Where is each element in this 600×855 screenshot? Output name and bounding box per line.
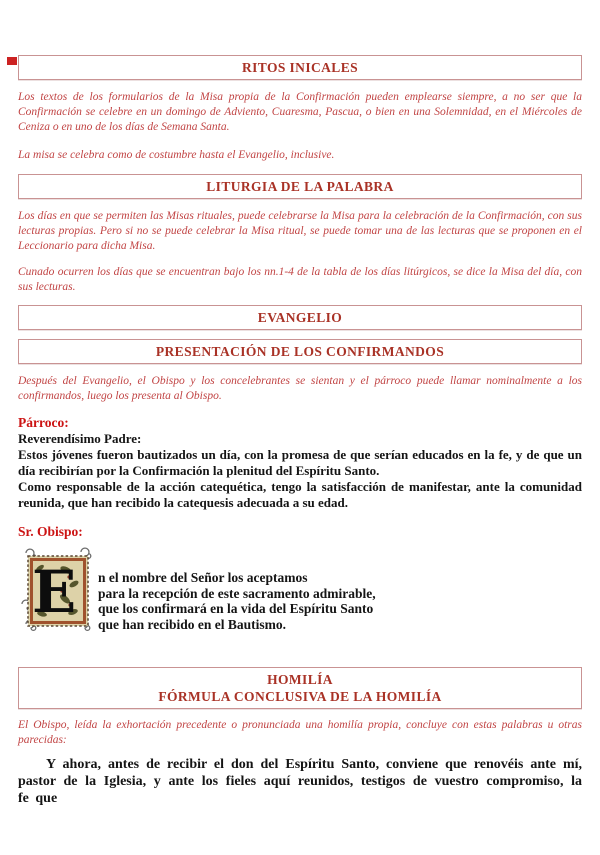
obispo-verse-lines (98, 544, 376, 632)
speaker-label-obispo: Sr. Obispo: (18, 524, 83, 539)
speaker-label-parroco: Párroco: (18, 415, 69, 430)
parroco-salutation: Reverendísimo Padre: (18, 431, 142, 446)
section-header-label: LITURGIA DE LA PALABRA (206, 179, 394, 194)
section-header-liturgia-palabra (18, 174, 582, 199)
section-header-homilia (18, 667, 582, 709)
section-header-ritos-iniciales (18, 55, 582, 80)
rubric-paragraph-4: Cunado ocurren los días que se encuentran bajo los nn.1-4 de la tabla de los días litúrgicos, se dice la Misa del día, con sus lecturas. (18, 266, 582, 293)
rubric-paragraph-2: La misa se celebra como de costumbre hasta el Evangelio, inclusive. (18, 149, 335, 161)
parroco-paragraph-1: Estos jóvenes fueron bautizados un día, con la promesa de que serían educados en la fe, y de que un día recibirían por la Confirmación la plenitud del Espíritu Santo. (18, 447, 582, 478)
page-corner-marker (7, 57, 17, 65)
illuminated-initial-icon (18, 544, 98, 634)
verse-line-4: que han recibido en el Bautismo. (98, 616, 287, 632)
parroco-paragraph-2: Como responsable de la acción catequética, tengo la satisfacción de manifestar, ante la comunidad reunida, que han recibido la catequesis adecuada a su edad. (18, 479, 582, 510)
obispo-final-paragraph: Y ahora, antes de recibir el don del Espíritu Santo, conviene que renovéis ante mí, pastor de la Iglesia, y ante los fieles aquí reunidos, testigos de vuestro compromiso, la fe que (18, 757, 582, 806)
section-header-label-line2: FÓRMULA CONCLUSIVA DE LA HOMILÍA (158, 689, 442, 704)
section-header-presentacion-confirmandos (18, 339, 582, 364)
section-header-label: EVANGELIO (257, 310, 343, 325)
dropcap-letter: E (32, 558, 77, 626)
rubric-paragraph-6: El Obispo, leída la exhortación precedente o pronunciada una homilía propia, concluye con estas palabras u otras parecidas: (18, 719, 582, 746)
section-header-evangelio (18, 305, 582, 330)
section-header-label-line1: HOMILÍA (267, 672, 333, 687)
obispo-verse-block (18, 544, 582, 634)
section-header-label: PRESENTACIÓN DE LOS CONFIRMANDOS (155, 344, 445, 359)
verse-line-3: que los confirmará en la vida del Espíritu Santo (98, 601, 374, 616)
verse-line-1: n el nombre del Señor los aceptamos (98, 570, 308, 585)
rubric-paragraph-3: Los días en que se permiten las Misas rituales, puede celebrarse la Misa para la celebración de la Confirmación, con sus lecturas propias. Pero si no se puede celebrar la Misa ritual, se puede tomar una de las lecturas que se proponen en el Leccionario para dicha Misa. (18, 210, 582, 252)
rubric-paragraph-1: Los textos de los formularios de la Misa propia de la Confirmación pueden emplearse siempre, a no ser que la Confirmación se celebre en un domingo de Adviento, Cuaresma, Pascua, o bien en una Solemnidad, en el Miércoles de Ceniza o en uno de los días de Semana Santa. (18, 91, 582, 133)
section-header-label: RITOS INICALES (241, 60, 359, 75)
document-page (0, 55, 600, 855)
rubric-paragraph-5: Después del Evangelio, el Obispo y los concelebrantes se sientan y el párroco puede llamar nominalmente a los confirmandos, luego los presenta al Obispo. (18, 375, 582, 402)
verse-line-2: para la recepción de este sacramento admirable, (98, 585, 376, 601)
